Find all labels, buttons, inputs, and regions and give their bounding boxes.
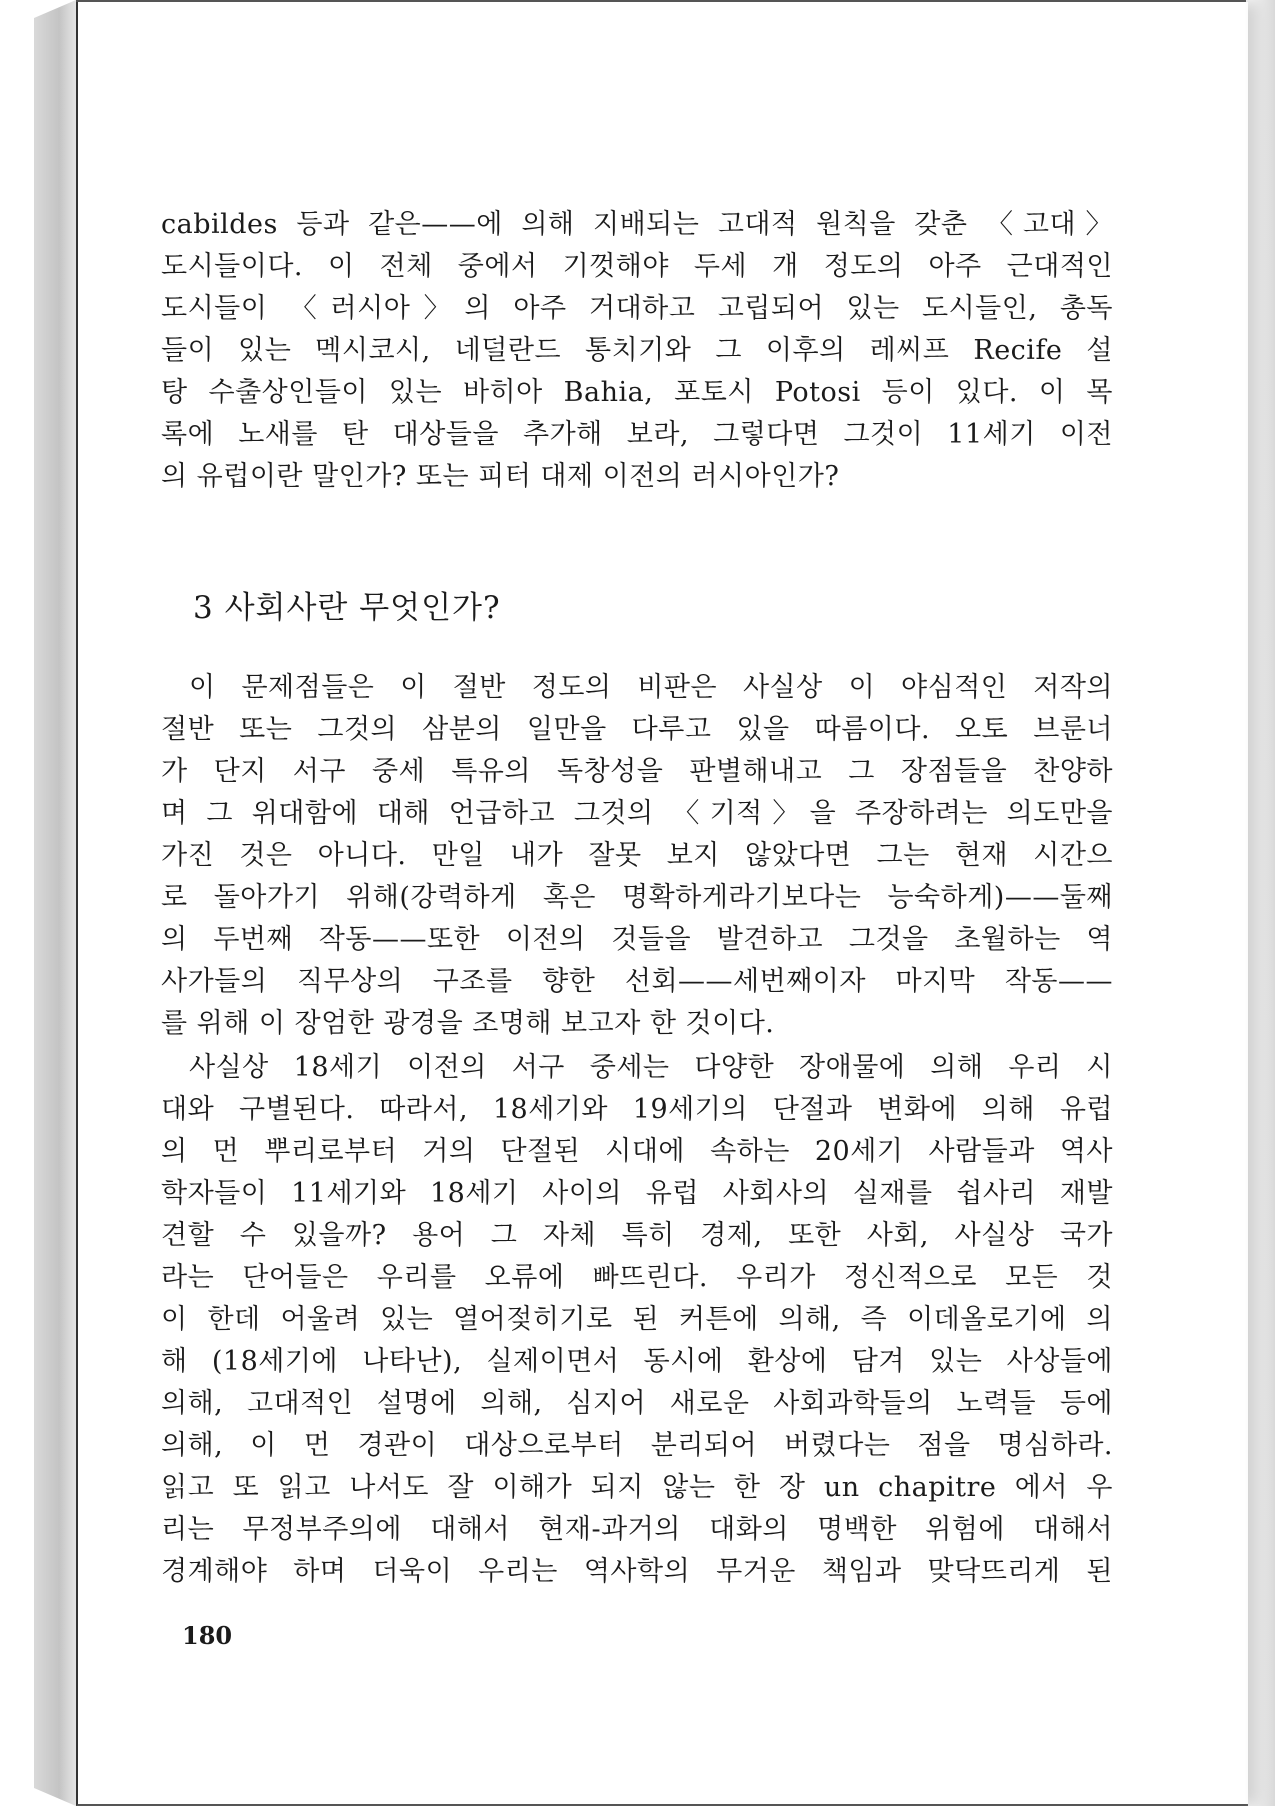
text-line: 읽고 또 읽고 나서도 잘 이해가 되지 않는 한 장 un chapitre 에서 우 — [161, 1472, 1113, 1503]
text-line: 록에 노새를 탄 대상들을 추가해 보라, 그렇다면 그것이 11세기 이전 — [161, 419, 1113, 450]
text-line: 이 한데 어울려 있는 열어젖히기로 된 커튼에 의해, 즉 이데올로기에 의 — [161, 1304, 1113, 1335]
paragraph-3 — [161, 1047, 1113, 1593]
text-line: 도시들이 〈러시아〉의 아주 거대하고 고립되어 있는 도시들인, 총독 — [161, 293, 1113, 324]
text-line: 가 단지 서구 중세 특유의 독창성을 판별해내고 그 장점들을 찬양하 — [161, 756, 1113, 787]
section-heading: 3 사회사란 무엇인가? — [193, 590, 501, 626]
text-line: cabildes 등과 같은——에 의해 지배되는 고대적 원칙을 갖춘 〈고대〉 — [161, 209, 1113, 240]
text-line: 탕 수출상인들이 있는 바히아 Bahia, 포토시 Potosi 등이 있다. 이 목 — [161, 377, 1113, 408]
text-line: 리는 무정부주의에 대해서 현재-과거의 대화의 명백한 위험에 대해서 — [161, 1514, 1113, 1545]
text-line: 가진 것은 아니다. 만일 내가 잘못 보지 않았다면 그는 현재 시간으 — [161, 840, 1113, 871]
paragraph-2 — [161, 667, 1113, 1045]
text-line: 의해, 이 먼 경관이 대상으로부터 분리되어 버렸다는 점을 명심하라. — [161, 1430, 1113, 1461]
text-line: 경계해야 하며 더욱이 우리는 역사학의 무거운 책임과 맞닥뜨리게 된 — [161, 1556, 1113, 1587]
text-line: 들이 있는 멕시코시, 네덜란드 통치기와 그 이후의 레씨프 Recife 설 — [161, 335, 1113, 366]
text-line: 로 돌아가기 위해(강력하게 혹은 명확하게라기보다는 능숙하게)——둘째 — [161, 882, 1113, 913]
book-page-edges — [34, 0, 76, 1806]
page-shadow — [1245, 0, 1275, 1806]
text-line: 를 위해 이 장엄한 광경을 조명해 보고자 한 것이다. — [161, 1008, 775, 1039]
text-line: 의해, 고대적인 설명에 의해, 심지어 새로운 사회과학들의 노력들 등에 — [161, 1388, 1113, 1419]
text-line: 며 그 위대함에 대해 언급하고 그것의 〈기적〉을 주장하려는 의도만을 — [161, 798, 1113, 829]
page-number: 180 — [182, 1621, 233, 1650]
text-line: 의 유럽이란 말인가? 또는 피터 대제 이전의 러시아인가? — [161, 461, 840, 492]
text-line: 해 (18세기에 나타난), 실제이면서 동시에 환상에 담겨 있는 사상들에 — [161, 1346, 1113, 1377]
paragraph-1 — [161, 204, 1113, 498]
text-line: 이 문제점들은 이 절반 정도의 비판은 사실상 이 야심적인 저작의 — [189, 672, 1113, 703]
text-line: 학자들이 11세기와 18세기 사이의 유럽 사회사의 실재를 쉽사리 재발 — [161, 1178, 1113, 1209]
text-line: 라는 단어들은 우리를 오류에 빠뜨린다. 우리가 정신적으로 모든 것 — [161, 1262, 1113, 1293]
text-line: 사실상 18세기 이전의 서구 중세는 다양한 장애물에 의해 우리 시 — [189, 1052, 1113, 1083]
text-line: 견할 수 있을까? 용어 그 자체 특히 경제, 또한 사회, 사실상 국가 — [161, 1220, 1113, 1251]
text-line: 도시들이다. 이 전체 중에서 기껏해야 두세 개 정도의 아주 근대적인 — [161, 251, 1113, 282]
text-line: 대와 구별된다. 따라서, 18세기와 19세기의 단절과 변화에 의해 유럽 — [161, 1094, 1113, 1125]
text-line: 절반 또는 그것의 삼분의 일만을 다루고 있을 따름이다. 오토 브룬너 — [161, 714, 1113, 745]
text-line: 의 먼 뿌리로부터 거의 단절된 시대에 속하는 20세기 사람들과 역사 — [161, 1136, 1113, 1167]
text-line: 사가들의 직무상의 구조를 향한 선회——세번째이자 마지막 작동—— — [161, 966, 1113, 997]
page-top-edge — [76, 0, 1246, 2]
text-line: 의 두번째 작동——또한 이전의 것들을 발견하고 그것을 초월하는 역 — [161, 924, 1113, 955]
